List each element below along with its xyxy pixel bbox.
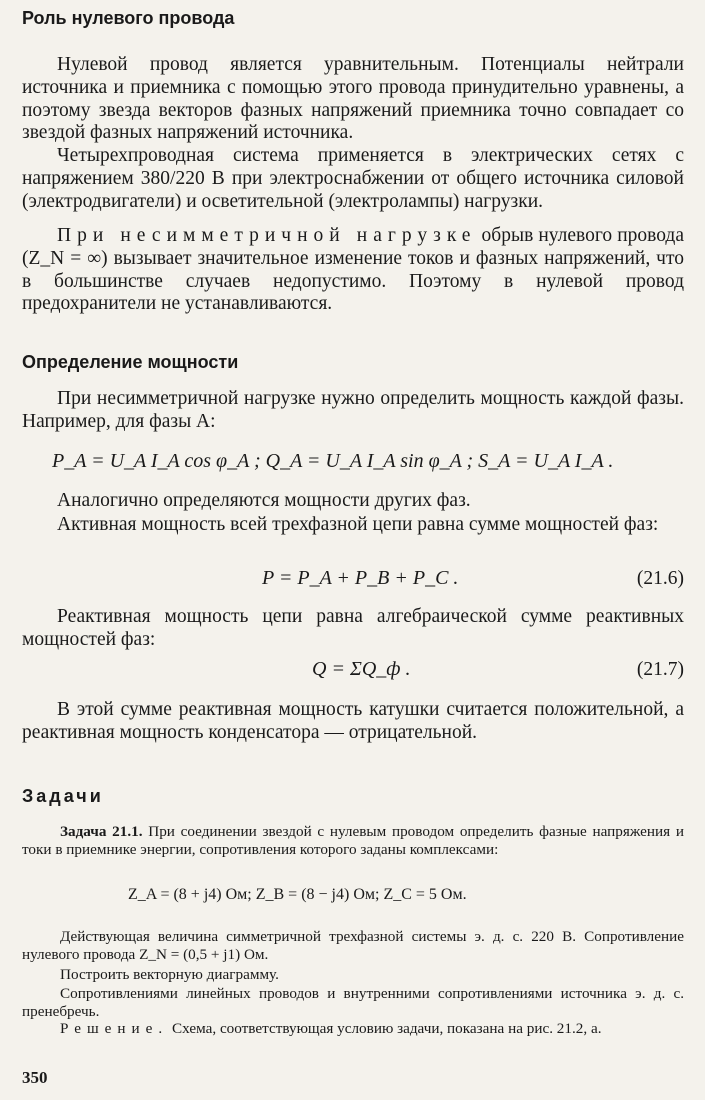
- spaced-emphasis: При несимметричной нагрузке: [57, 225, 477, 246]
- equation-number-21-7: (21.7): [636, 659, 684, 680]
- paragraph-neutral-3: [22, 225, 684, 316]
- paragraph-power-4: Реактивная мощность цепи равна алгебраической сумме реактивных мощностей фаз:: [22, 606, 684, 650]
- paragraph-neutral-2: Четырехпроводная система применяется в электрических сетях с напряжением 380/220 В при электроснабжении от общего источника силовой (электродвигатели) и осветительной (электролампы) нагрузки.: [22, 145, 684, 212]
- section-title-tasks: Задачи: [22, 786, 104, 806]
- task-text: При соединении звездой с нулевым проводом определить фазные напряжения и токи в приемнике энергии, сопротивления которого заданы комплексами:: [22, 823, 684, 858]
- page-number: 350: [22, 1068, 48, 1087]
- solution-label: Решение.: [60, 1020, 169, 1037]
- section-title-power: Определение мощности: [22, 352, 239, 372]
- paragraph-neutral-3-text: обрыв нулевого провода (Z_N = ∞) вызывает значительное изменение токов и фазных напряжений, что в большинстве случаев недопустимо. Поэтому в нулевой провод предохранители не устанавливаются.: [22, 225, 684, 315]
- paragraph-build-diagram: Построить векторную диаграмму.: [60, 966, 279, 983]
- paragraph-neutral-1: Нулевой провод является уравнительным. Потенциалы нейтрали источника и приемника с помощью этого провода принудительно уравнены, а поэтому звезда векторов фазных напряжений приемника точно совпадает со звездой фазных напряжений источника.: [22, 54, 684, 144]
- paragraph-neglect: Сопротивлениями линейных проводов и внутренними сопротивлениями источника э. д. с. пренебречь.: [22, 985, 684, 1020]
- paragraph-power-2: Аналогично определяются мощности других фаз.: [57, 490, 471, 511]
- paragraph-solution: [22, 1020, 684, 1038]
- solution-text: Схема, соответствующая условию задачи, показана на рис. 21.2, а.: [168, 1020, 602, 1037]
- paragraph-emf: Действующая величина симметричной трехфазной системы э. д. с. 220 В. Сопротивление нулевого провода Z_N = (0,5 + j1) Ом.: [22, 928, 684, 963]
- section-title-neutral: Роль нулевого провода: [22, 8, 235, 28]
- formula-phase-power: P_A = U_A I_A cos φ_A ; Q_A = U_A I_A sin φ_A ; S_A = U_A I_A .: [52, 450, 614, 472]
- equation-number-21-6: (21.6): [636, 568, 684, 589]
- paragraph-power-1: При несимметричной нагрузке нужно определить мощность каждой фазы. Например, для фазы A:: [22, 388, 684, 432]
- formula-impedances: Z_A = (8 + j4) Ом; Z_B = (8 − j4) Ом; Z_C = 5 Ом.: [128, 886, 467, 903]
- task-21-1: [22, 823, 684, 858]
- task-label: Задача 21.1.: [60, 823, 143, 840]
- formula-active-power: P = P_A + P_B + P_C .: [262, 567, 459, 589]
- formula-reactive-power: Q = ΣQ_ф .: [312, 658, 411, 680]
- paragraph-power-5: В этой сумме реактивная мощность катушки считается положительной, а реактивная мощность конденсатора — отрицательной.: [22, 699, 684, 743]
- paragraph-power-3: Активная мощность всей трехфазной цепи равна сумме мощностей фаз:: [57, 514, 659, 535]
